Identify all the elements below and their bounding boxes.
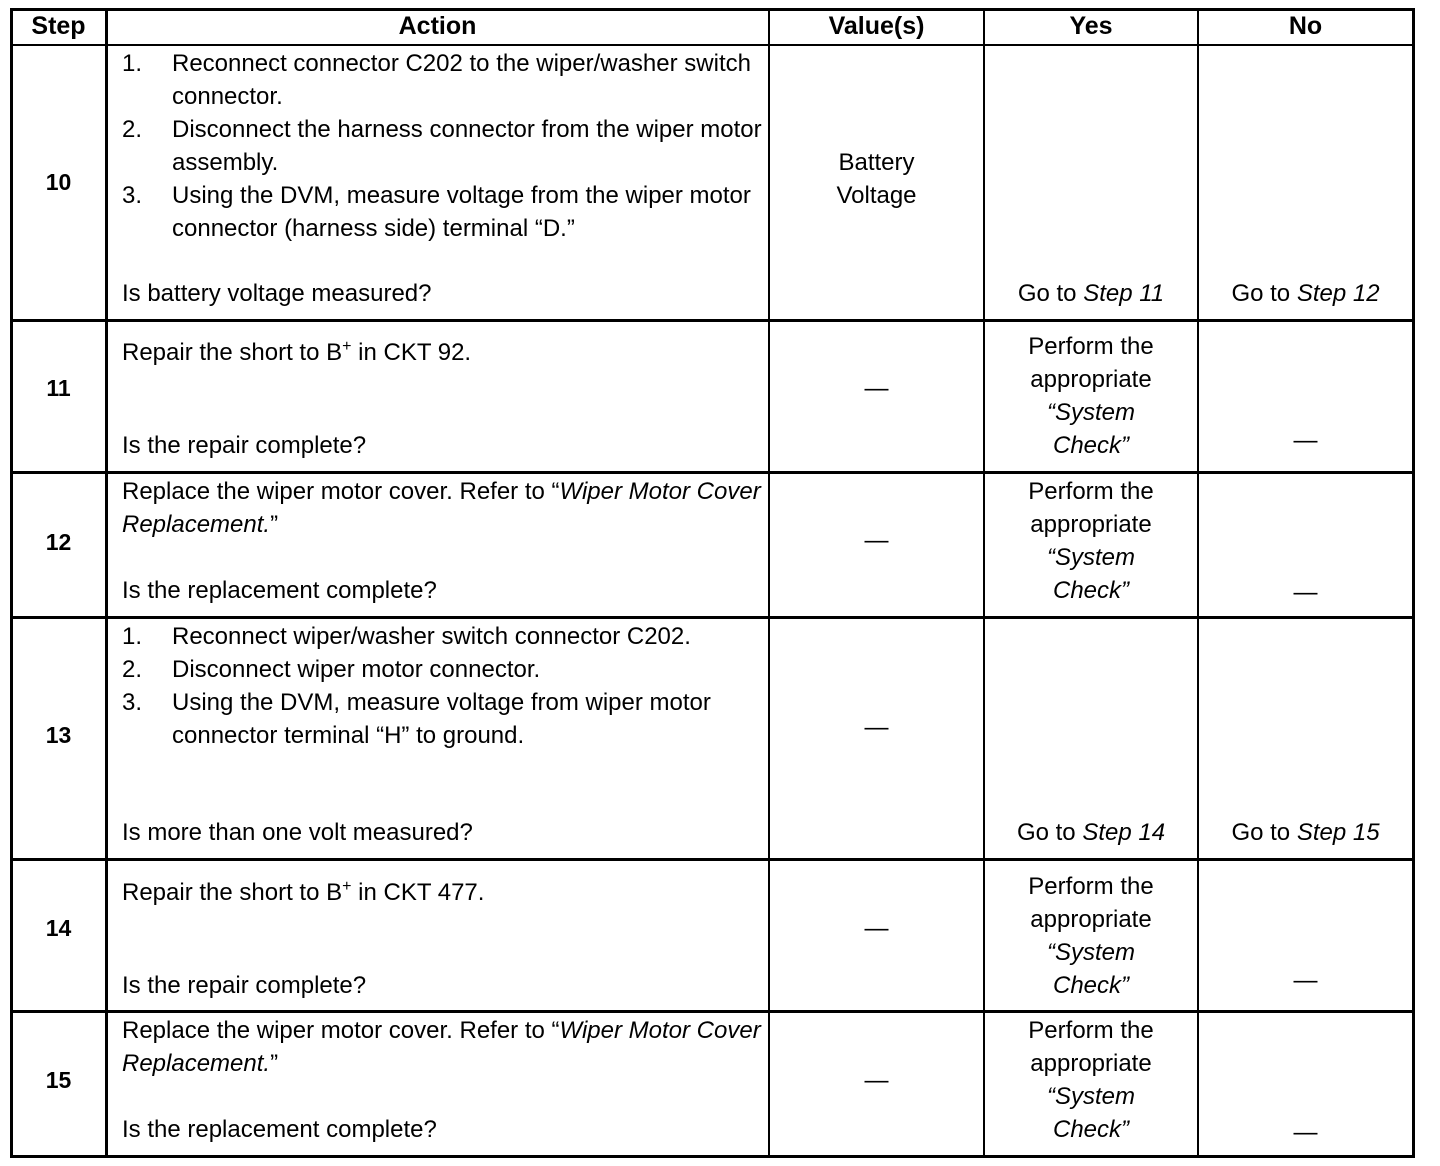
step-number: 11 xyxy=(46,375,71,401)
yes-action: Perform the appropriate “System Check” xyxy=(1028,1017,1154,1143)
header-action: Action xyxy=(398,12,477,40)
question-text: Is the replacement complete? xyxy=(122,577,437,604)
step-number: 12 xyxy=(45,529,72,555)
list-item: 2. Disconnect the harness connector from the wiper motor assembly. xyxy=(122,116,762,176)
header-no: No xyxy=(1288,12,1323,40)
action-text xyxy=(122,47,762,245)
list-item: 1. Reconnect wiper/washer switch connector C202. xyxy=(122,623,691,650)
list-item: 2. Disconnect wiper motor connector. xyxy=(122,656,541,683)
question-text: Is the replacement complete? xyxy=(122,1116,437,1143)
action-text xyxy=(122,620,762,752)
row-divider xyxy=(10,471,1415,474)
step-number: 15 xyxy=(45,1067,72,1093)
no-action: Go to Step 12 xyxy=(1231,280,1380,307)
action-text: Repair the short to B+ in CKT 92. xyxy=(122,338,472,366)
action-steps-list xyxy=(122,47,762,245)
row-divider xyxy=(10,616,1415,619)
row-divider xyxy=(10,858,1415,861)
value-text: — xyxy=(864,915,889,942)
yes-action: Perform the appropriate “System Check” xyxy=(1028,333,1154,459)
action-text: Replace the wiper motor cover. Refer to “Wiper Motor Cover Replacement.” xyxy=(122,478,761,538)
no-action: — xyxy=(1293,1119,1318,1146)
list-item: 3. Using the DVM, measure voltage from wiper motor connector terminal “H” to ground. xyxy=(122,689,711,749)
question-text: Is the repair complete? xyxy=(122,972,367,999)
header-step: Step xyxy=(31,12,86,40)
action-text: Replace the wiper motor cover. Refer to “Wiper Motor Cover Replacement.” xyxy=(122,1017,761,1077)
table-border-bottom xyxy=(10,1155,1415,1158)
header-yes: Yes xyxy=(1069,12,1113,40)
value-text: Battery Voltage xyxy=(836,149,917,209)
question-text: Is battery voltage measured? xyxy=(122,280,432,307)
yes-action: Perform the appropriate “System Check” xyxy=(1028,478,1154,604)
no-action: Go to Step 15 xyxy=(1231,819,1380,846)
table-border-right xyxy=(1412,8,1415,1158)
value-text: — xyxy=(864,1067,889,1094)
row-divider xyxy=(10,1010,1415,1013)
question-text: Is the repair complete? xyxy=(122,432,367,459)
list-item: 1. Reconnect connector C202 to the wiper/washer switch connector. xyxy=(122,50,751,110)
list-item: 3. Using the DVM, measure voltage from the wiper motor connector (harness side) terminal “D.” xyxy=(122,182,751,242)
question-text: Is more than one volt measured? xyxy=(122,819,473,846)
row-divider xyxy=(10,319,1415,322)
action-text: Repair the short to B+ in CKT 477. xyxy=(122,878,485,906)
no-action: — xyxy=(1293,427,1318,454)
step-number: 10 xyxy=(45,169,72,195)
yes-action: Perform the appropriate “System Check” xyxy=(1028,873,1154,999)
header-values: Value(s) xyxy=(828,12,925,40)
no-action: — xyxy=(1293,967,1318,994)
action-steps-list xyxy=(122,620,722,752)
yes-action: Go to Step 11 xyxy=(1017,280,1165,307)
value-text: — xyxy=(864,714,889,741)
value-text: — xyxy=(864,527,889,554)
yes-action: Go to Step 14 xyxy=(1016,819,1166,846)
step-number: 14 xyxy=(45,915,72,941)
value-text: — xyxy=(864,375,889,402)
diagnostic-table xyxy=(10,8,1415,1158)
no-action: — xyxy=(1293,579,1318,606)
step-number: 13 xyxy=(45,722,72,748)
